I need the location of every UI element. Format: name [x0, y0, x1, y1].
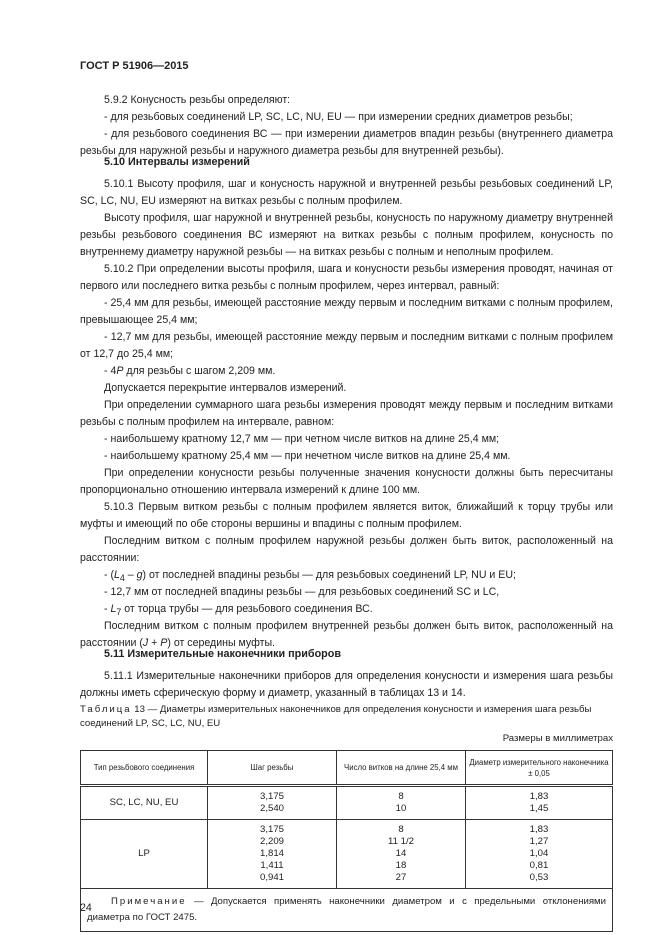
- table-cell-diameter: 1,83 1,27 1,04 0,81 0,53: [466, 820, 613, 889]
- table-note: Примечание — Допускается применять наконечники диаметром и с предельными отклонениями диаметра по ГОСТ 2475.: [81, 889, 613, 932]
- para-5-10-1-b: Высоту профиля, шаг наружной и внутренней резьбы, конусность по наружному диаметру внутренней резьбы резьбового соединения ВС измеряют на витках резьбы с полным профилем, конусность по внутреннему диаметру наружной резьбы — на витках резьбы с полным и неполным профилем.: [80, 212, 613, 258]
- page-number: 24: [80, 902, 92, 914]
- para-last-internal: Последним витком с полным профилем внутренней резьбы должен быть виток, расположенный на расстоянии (J + P) от середины муфты.: [80, 620, 613, 649]
- table-cell-pitch: 3,175 2,209 1,814 1,411 0,941: [208, 820, 337, 889]
- para-5-9-2-item2: - для резьбового соединения ВС — при измерении диаметров впадин резьбы (внутреннего диаметра резьбы для наружной резьбы и наружного диаметра резьбы для внутренней резьбы).: [80, 128, 613, 157]
- table-13: [80, 750, 613, 932]
- table-cell-diameter: 1,83 1,45: [466, 786, 613, 820]
- table-caption: Таблица 13 — Диаметры измерительных наконечников для определения конусности и измерения шага резьбы соединений LP, SC, LC, NU, EU: [80, 704, 592, 729]
- last-turn-item-2: - 12,7 мм от последней впадины резьбы — для резьбовых соединений SC и LC,: [104, 586, 500, 598]
- interval-item-3: - 4P для резьбы с шагом 2,209 мм.: [104, 365, 276, 377]
- table-header-pitch: Шаг резьбы: [208, 751, 337, 786]
- table-header-turns: Число витков на длине 25,4 мм: [337, 751, 466, 786]
- heading-5-11: 5.11 Измерительные наконечники приборов: [104, 648, 341, 660]
- heading-5-10: 5.10 Интервалы измерений: [104, 156, 250, 168]
- last-turn-item-3: - $L_7$ от торца трубы — для резьбового соединения ВС.: [104, 603, 373, 618]
- para-5-11-1: 5.11.1 Измерительные наконечники приборов для определения конусности и измерения шага резьбы должны иметь сферическую форму и диаметр, указанный в таблицах 13 и 14.: [80, 670, 613, 699]
- interval-item-2: - 12,7 мм для резьбы, имеющей расстояние между первым и последним витками с полным профилем от 12,7 до 25,4 мм;: [80, 331, 613, 360]
- para-taper: При определении конусности резьбы полученные значения конусности должны быть пересчитаны пропорционально отношению интервала измерений к длине 100 мм.: [80, 467, 613, 496]
- para-5-9-2-lead: 5.9.2 Конусность резьбы определяют:: [104, 94, 291, 106]
- para-5-10-1-a: 5.10.1 Высоту профиля, шаг и конусность наружной и внутренней резьбы резьбовых соединений LP, SC, LC, NU, EU измеряют на витках резьбы с полным профилем.: [80, 178, 613, 207]
- interval-item-1: - 25,4 мм для резьбы, имеющей расстояние между первым и последним витками с полным профилем, превышающее 25,4 мм;: [80, 297, 613, 326]
- table-cell-pitch: 3,175 2,540: [208, 786, 337, 820]
- document-header: ГОСТ Р 51906—2015: [80, 60, 189, 72]
- table-header-diameter: Диаметр измерительного наконечника ± 0,05: [466, 751, 613, 786]
- table-header-type: Тип резьбового соединения: [81, 751, 208, 786]
- para-5-9-2-item1: - для резьбовых соединений LP, SC, LC, NU, EU — при измерении средних диаметров резьбы;: [104, 111, 573, 123]
- table-cell-type: LP: [81, 820, 208, 889]
- table-cell-turns: 8 11 1/2 14 18 27: [337, 820, 466, 889]
- table-cell-turns: 8 10: [337, 786, 466, 820]
- para-5-10-2: 5.10.2 При определении высоты профиля, шага и конусности резьбы измерения проводят, начиная от первого или последнего витка резьбы с полным профилем, через интервал, равный:: [80, 263, 613, 292]
- table-cell-type: SC, LC, NU, EU: [81, 786, 208, 820]
- para-5-10-3-b: Последним витком с полным профилем наружной резьбы должен быть виток, расположенный на расстоянии:: [80, 535, 613, 564]
- cum-item-1: - наибольшему кратному 12,7 мм — при четном числе витков на длине 25,4 мм;: [104, 433, 500, 445]
- last-turn-item-1: - $(L_4 - g)$ от последней впадины резьбы — для резьбовых соединений LP, NU и EU;: [104, 569, 516, 584]
- para-5-10-3-a: 5.10.3 Первым витком резьбы с полным профилем является виток, ближайший к торцу трубы или муфты и имеющий по обе стороны вершины и впадины с полным профилем.: [80, 501, 613, 530]
- cum-item-2: - наибольшему кратному 25,4 мм — при нечетном числе витков на длине 25,4 мм.: [104, 450, 511, 462]
- para-cumulative-pitch: При определении суммарного шага резьбы измерения проводят между первым и последним витками резьбы с полным профилем на интервале, равном:: [80, 399, 613, 428]
- table-units: Размеры в миллиметрах: [502, 733, 613, 744]
- para-overlap: Допускается перекрытие интервалов измерений.: [104, 382, 347, 394]
